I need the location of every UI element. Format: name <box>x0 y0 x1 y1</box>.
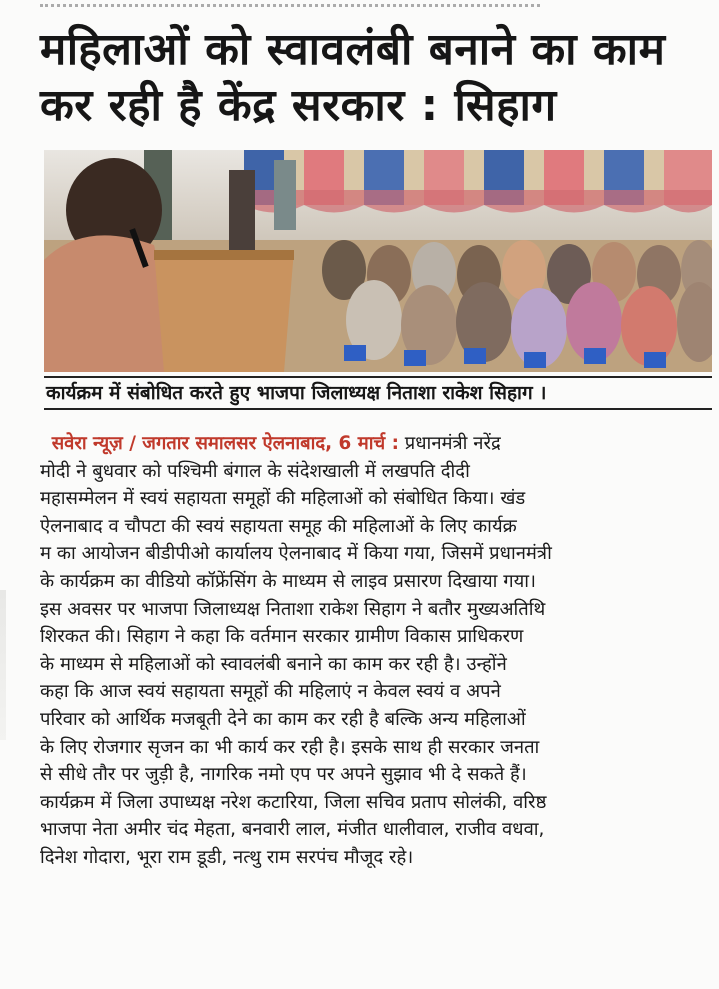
article-line: कहा कि आज स्वयं सहायता समूहों की महिलाएं न केवल स्वयं व अपने <box>40 681 501 703</box>
photo-caption-bar <box>44 376 712 410</box>
article-line: म का आयोजन बीडीपीओ कार्यालय ऐलनाबाद में किया गया, जिसमें प्रधानमंत्री <box>40 543 552 565</box>
article-line: दिनेश गोदारा, भूरा राम डूडी, नत्थु राम सरपंच मौजूद रहे। <box>40 846 414 868</box>
headline-line-1: महिलाओं को स्वावलंबी बनाने का काम <box>40 24 666 75</box>
article-line: परिवार को आर्थिक मजबूती देने का काम कर रही है बल्कि अन्य महिलाओं <box>40 708 526 730</box>
headline-line-2: कर रही है केंद्र सरकार : सिहाग <box>40 80 557 131</box>
article-line <box>40 430 710 458</box>
article-line: के माध्यम से महिलाओं को स्वावलंबी बनाने का काम कर रही है। उन्होंने <box>40 653 507 675</box>
article-line: ऐलनाबाद व चौपटा की स्वयं सहायता समूह की महिलाओं के लिए कार्यक्र <box>40 515 517 537</box>
article-line: कार्यक्रम में जिला उपाध्यक्ष नरेश कटारिया, जिला सचिव प्रताप सोलंकी, वरिष्ठ <box>40 791 547 813</box>
article-line: मोदी ने बुधवार को पश्चिमी बंगाल के संदेशखाली में लखपति दीदी <box>40 460 470 482</box>
article-line: के कार्यक्रम का वीडियो कॉफ्रेंसिंग के माध्यम से लाइव प्रसारण दिखाया गया। <box>40 570 537 592</box>
article-body <box>40 430 710 872</box>
article-line: के लिए रोजगार सृजन का भी कार्य कर रही है। इसके साथ ही सरकार जनता <box>40 736 540 758</box>
event-photo <box>44 150 712 372</box>
article-line: शिरकत की। सिहाग ने कहा कि वर्तमान सरकार ग्रामीण विकास प्राधिकरण <box>40 626 524 648</box>
photo-caption: कार्यक्रम में संबोधित करते हुए भाजपा जिलाध्यक्ष निताशा राकेश सिहाग । <box>46 382 547 404</box>
article-line: से सीधे तौर पर जुड़ी है, नागरिक नमो एप पर अपने सुझाव भी दे सकते हैं। <box>40 764 527 786</box>
article-line: इस अवसर पर भाजपा जिलाध्यक्ष निताशा राकेश सिहाग ने बतौर मुख्यअतिथि <box>40 598 546 620</box>
article-line: भाजपा नेता अमीर चंद मेहता, बनवारी लाल, मंजीत धालीवाल, राजीव वधवा, <box>40 819 545 841</box>
byline: सवेरा न्यूज़ / जगतार समालसर ऐलनाबाद, 6 मार्च : <box>51 433 399 454</box>
page-fold-shadow <box>0 590 6 740</box>
article-line-text: प्रधानमंत्री नरेंद्र <box>404 433 501 454</box>
previous-article-fragment <box>0 0 719 10</box>
article-line: महासम्मेलन में स्वयं सहायता समूहों की महिलाओं को संबोधित किया। खंड <box>40 488 526 510</box>
headline <box>40 22 700 134</box>
